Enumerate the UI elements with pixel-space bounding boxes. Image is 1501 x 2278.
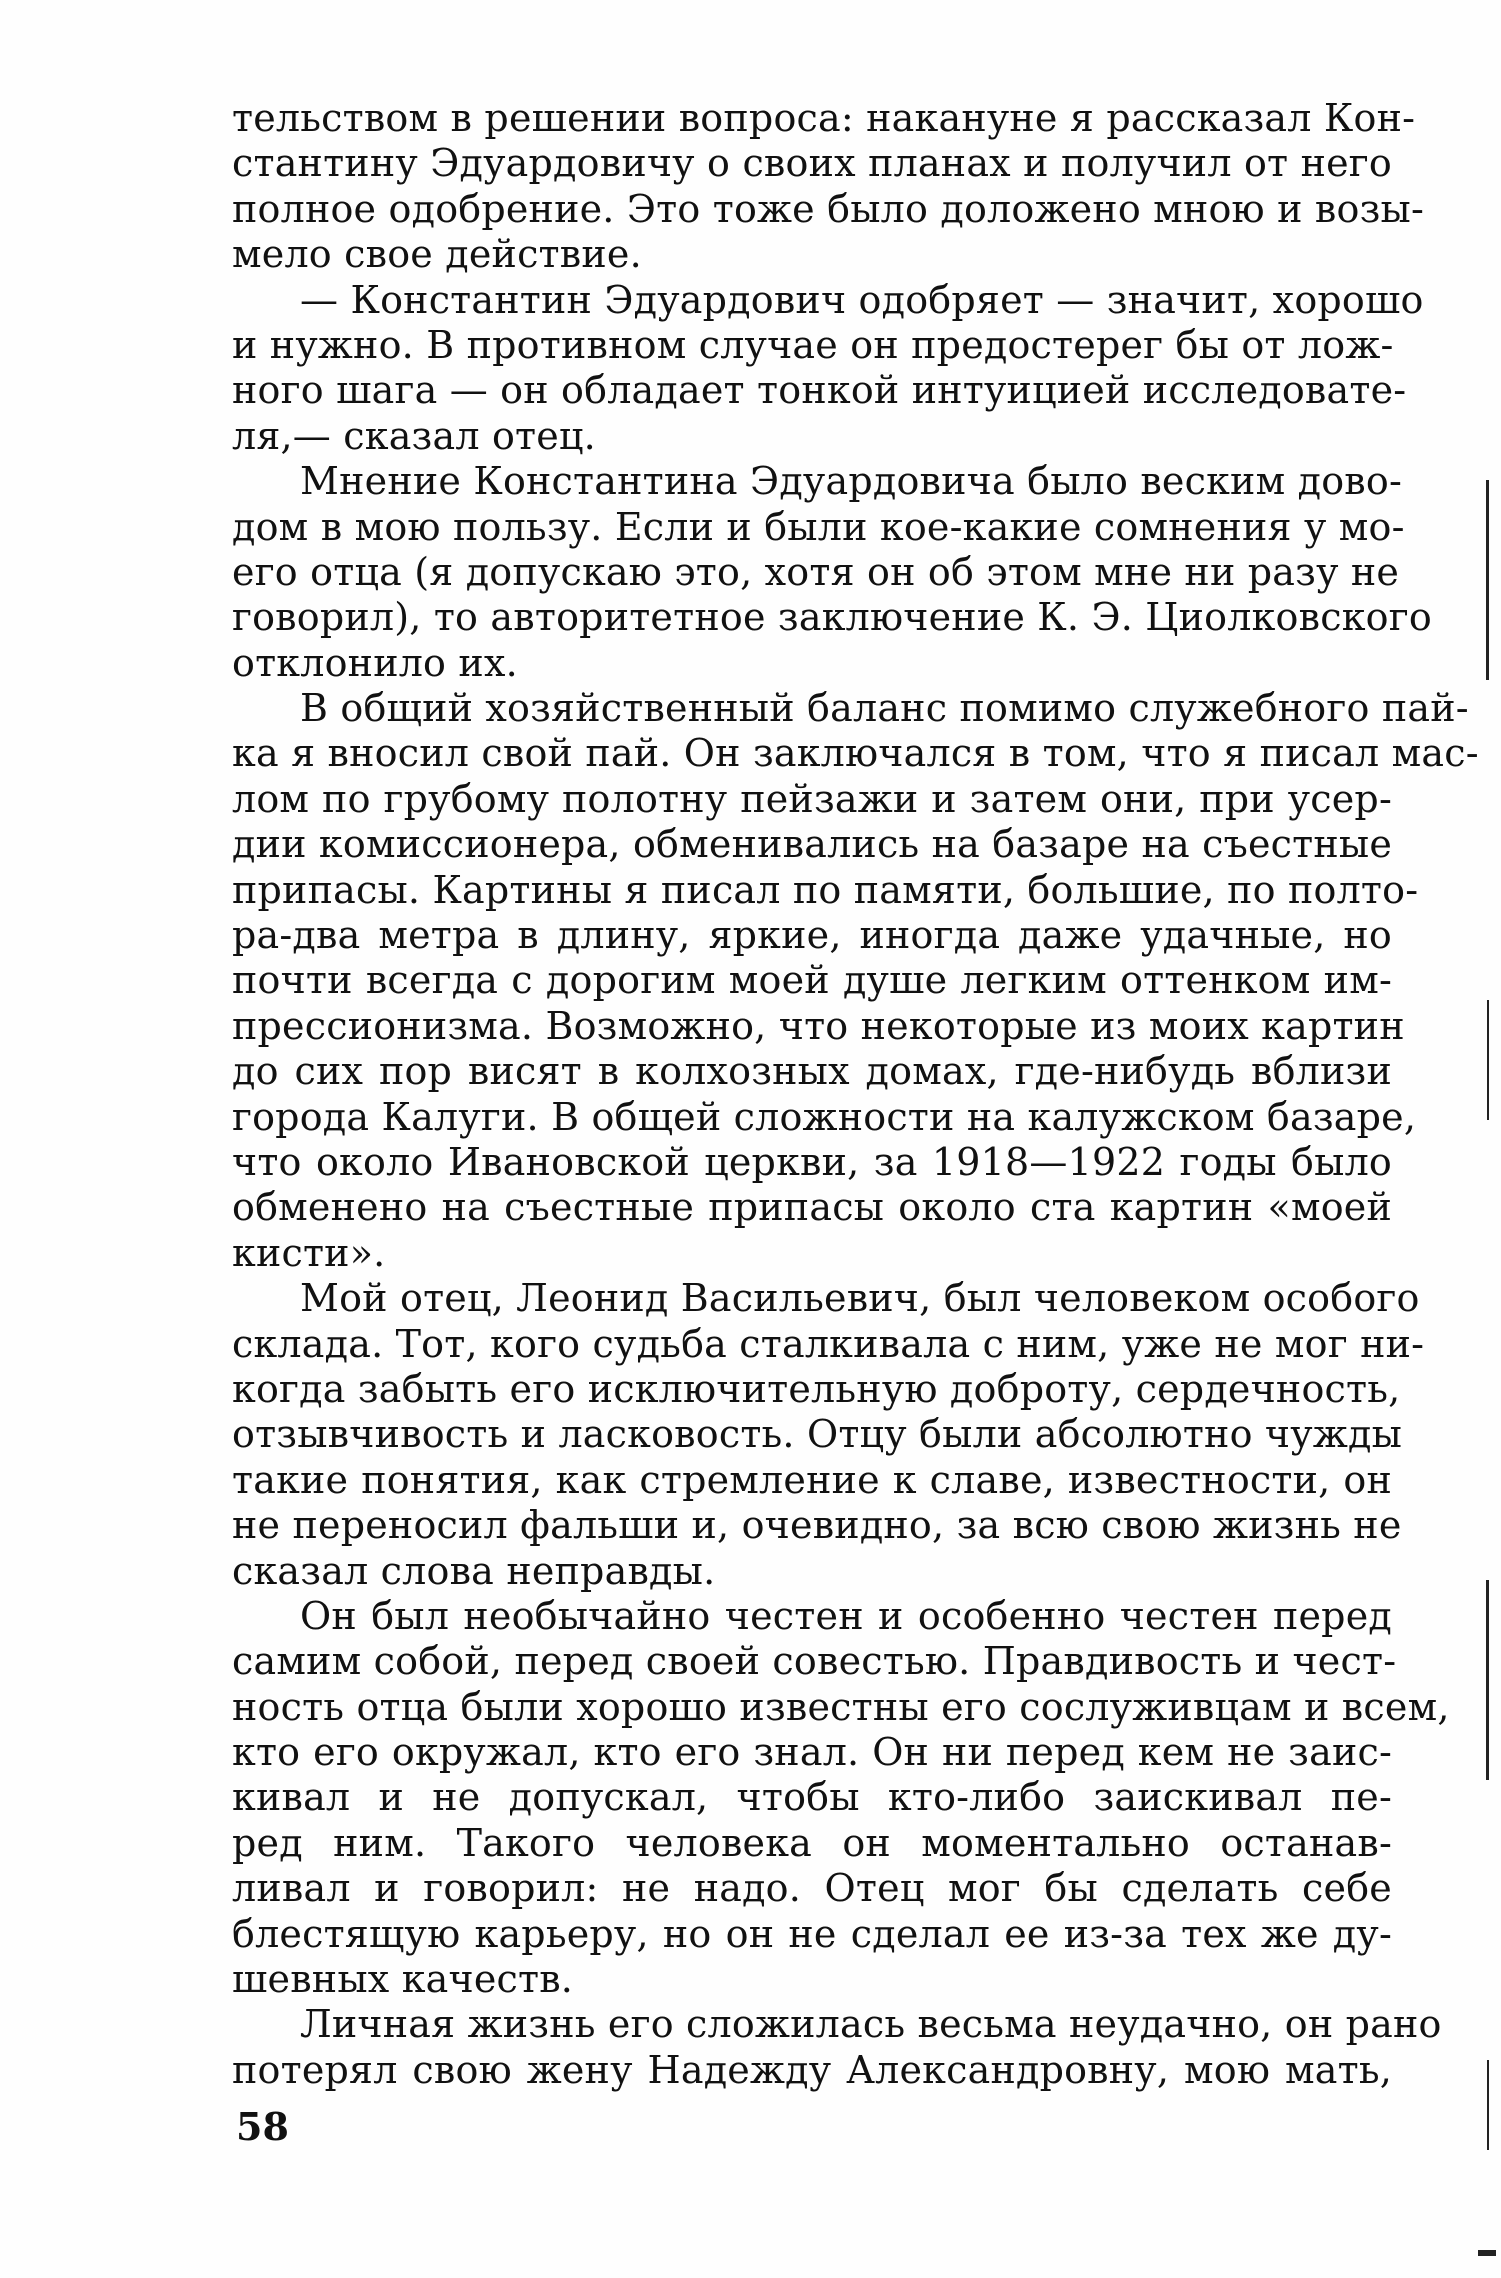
text-line: тельством в решении вопроса: накануне я рассказал Кон- <box>232 96 1416 140</box>
text-line: полное одобрение. Это тоже было доложено мною и возы- <box>232 186 1424 231</box>
text-line: не переносил фальши и, очевидно, за всю свою жизнь не <box>232 1503 1402 1548</box>
text-line: говорил), то авторитетное заключение К. Э. Циолковского <box>232 595 1432 640</box>
text-line: Он был необычайно честен и особенно честен перед <box>300 1593 1392 1638</box>
text-line: мело свое действие. <box>232 232 642 277</box>
scan-edge-mark <box>1478 2250 1496 2256</box>
scan-edge-mark <box>1487 2060 1489 2150</box>
text-line: что около Ивановской церкви, за 1918—1922 годы было <box>232 1139 1392 1184</box>
text-line: ного шага — он обладает тонкой интуицией исследовате- <box>232 368 1407 413</box>
scan-edge-mark <box>1487 1000 1489 1120</box>
text-line: такие понятия, как стремление к славе, известности, он <box>232 1457 1392 1502</box>
text-line: прессионизма. Возможно, что некоторые из моих картин <box>232 1003 1405 1048</box>
scan-edge-mark <box>1486 480 1489 680</box>
text-line: стантину Эдуардовичу о своих планах и получил от него <box>232 141 1392 186</box>
text-line: самим собой, перед своей совестью. Правдивость и чест- <box>232 1639 1397 1684</box>
text-line: отзывчивость и ласковость. Отцу были абсолютно чужды <box>232 1412 1403 1457</box>
text-line: отклонило их. <box>232 640 518 685</box>
text-line: шевных качеств. <box>232 1957 574 2002</box>
text-line: обменено на съестные припасы около ста картин «моей <box>232 1185 1392 1230</box>
text-line: кисти». <box>232 1230 386 1275</box>
text-line: В общий хозяйственный баланс помимо служебного пай- <box>300 686 1469 731</box>
body-text <box>232 96 1479 2093</box>
text-line: и нужно. В противном случае он предостерег бы от лож- <box>232 322 1394 367</box>
text-line: потерял свою жену Надежду Александровну, мою мать, <box>232 2047 1392 2092</box>
text-line: Личная жизнь его сложилась весьма неудачно, он рано <box>300 2002 1442 2047</box>
text-line: до сих пор висят в колхозных домах, где-нибудь вблизи <box>232 1049 1392 1094</box>
text-line: когда забыть его исключительную доброту, сердечность, <box>232 1366 1401 1411</box>
text-line: — Константин Эдуардович одобряет — значит, хорошо <box>300 277 1424 322</box>
page-number: 58 <box>236 2104 289 2149</box>
text-line: его отца (я допускаю это, хотя он об этом мне ни разу не <box>232 549 1400 594</box>
text-line: блестящую карьеру, но он не сделал ее из-за тех же ду- <box>232 1911 1392 1956</box>
text-line: ка я вносил свой пай. Он заключался в том, что я писал мас- <box>232 731 1479 776</box>
text-line: сказал слова неправды. <box>232 1548 716 1593</box>
scan-edge-mark <box>1486 1580 1489 1780</box>
text-line: лом по грубому полотну пейзажи и затем они, при усер- <box>232 776 1392 821</box>
text-line: Мнение Константина Эдуардовича было веским дово- <box>300 459 1403 504</box>
text-line: ля,— сказал отец. <box>232 413 596 458</box>
text-line: ливал и говорил: не надо. Отец мог бы сделать себе <box>232 1866 1392 1911</box>
text-line: дии комиссионера, обменивались на базаре на съестные <box>232 822 1393 867</box>
text-line: ред ним. Такого человека он моментально останав- <box>232 1820 1392 1865</box>
text-line: ра-два метра в длину, яркие, иногда даже удачные, но <box>232 913 1392 958</box>
text-line: дом в мою пользу. Если и были кое-какие сомнения у мо- <box>232 504 1405 549</box>
text-line: города Калуги. В общей сложности на калужском базаре, <box>232 1094 1417 1139</box>
text-line: почти всегда с дорогим моей душе легким оттенком им- <box>232 958 1392 1003</box>
text-line: склада. Тот, кого судьба сталкивала с ним, уже не мог ни- <box>232 1321 1425 1366</box>
text-line: кто его окружал, кто его знал. Он ни перед кем не заис- <box>232 1730 1392 1775</box>
text-line: кивал и не допускал, чтобы кто-либо заискивал пе- <box>232 1775 1392 1820</box>
text-line: припасы. Картины я писал по памяти, большие, по полто- <box>232 867 1419 912</box>
text-line: Мой отец, Леонид Васильевич, был человеком особого <box>300 1276 1420 1321</box>
text-line: ность отца были хорошо известны его сослуживцам и всем, <box>232 1684 1450 1729</box>
